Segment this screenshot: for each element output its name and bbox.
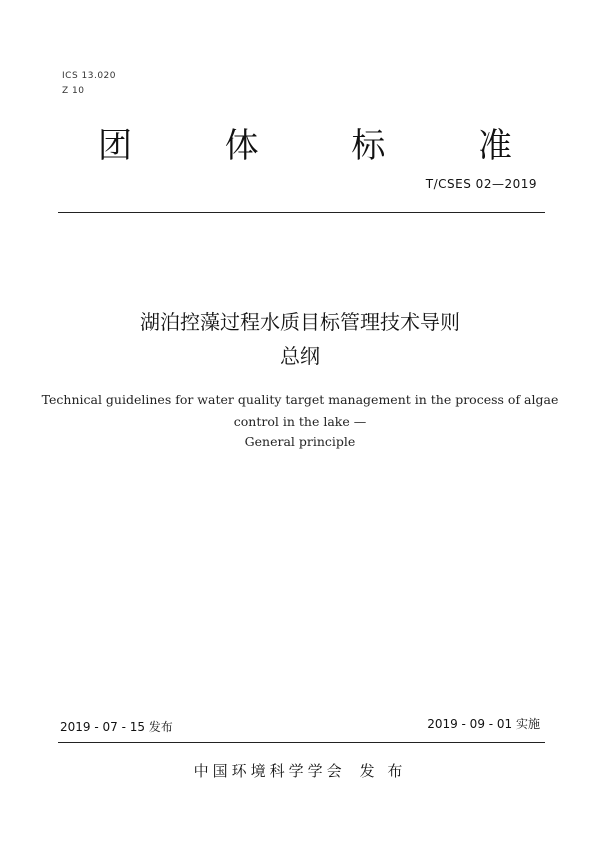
standard-type-heading <box>95 118 515 167</box>
english-title-line1: Technical guidelines for water quality target management in the process of algae <box>41 392 559 407</box>
standard-type-char: 准 <box>477 126 512 166</box>
ccs-code: Z 10 <box>62 86 85 96</box>
ics-code: ICS 13.020 <box>62 71 117 81</box>
bottom-divider <box>58 742 545 743</box>
standard-type-char: 团 <box>98 126 132 166</box>
chinese-title-line1: 湖泊控藻过程水质目标管理技术导则 <box>140 310 460 334</box>
publisher-line <box>0 760 600 781</box>
english-title-line3: General principle <box>244 434 356 449</box>
publish-label: 发 布 <box>359 762 407 780</box>
standard-type-char: 体 <box>224 126 259 166</box>
implementation-date: 2019 - 09 - 01 实施 <box>427 717 540 731</box>
english-title-line2: control in the lake — <box>233 414 367 429</box>
standard-number: T/CSES 02—2019 <box>425 177 537 191</box>
issue-date: 2019 - 07 - 15 发布 <box>60 720 173 734</box>
top-divider <box>58 212 545 213</box>
chinese-title-line2: 总纲 <box>280 344 320 368</box>
publisher-name: 中国环境科学学会 <box>193 762 346 780</box>
standard-type-char: 标 <box>351 126 386 166</box>
